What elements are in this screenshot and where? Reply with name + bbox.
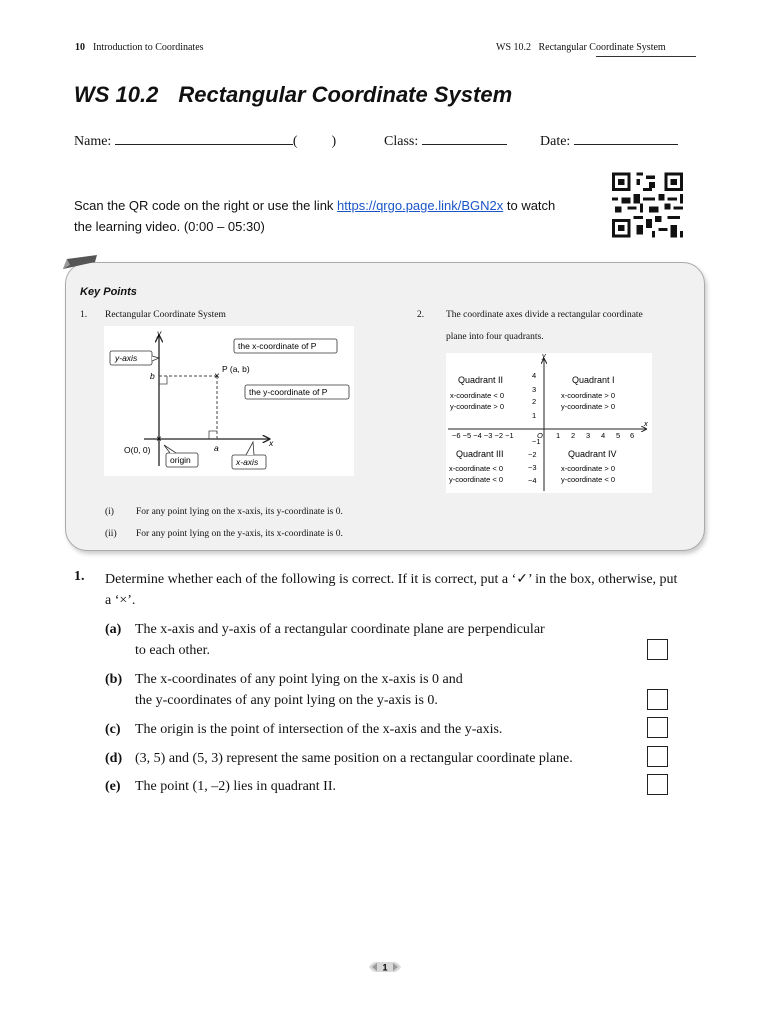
item-a-label: (a) bbox=[105, 622, 122, 637]
fig1-y-label: y bbox=[157, 328, 162, 338]
running-header-left bbox=[75, 42, 204, 53]
class-no-paren-open: ( bbox=[292, 134, 298, 149]
name-field[interactable] bbox=[74, 130, 336, 150]
class-blank[interactable] bbox=[422, 130, 507, 145]
key-points-heading: Key Points bbox=[80, 286, 137, 298]
answer-box-c[interactable] bbox=[647, 717, 668, 738]
note-ii-num: (ii) bbox=[105, 529, 117, 539]
fig2-origin-label: O bbox=[537, 431, 543, 440]
class-label: Class: bbox=[384, 134, 419, 149]
question-item-a bbox=[105, 619, 635, 661]
item-d-label: (d) bbox=[105, 751, 123, 766]
key-point-1-text: Rectangular Coordinate System bbox=[105, 310, 226, 320]
quadrant-4-y: y-coordinate < 0 bbox=[561, 475, 615, 484]
item-c-label: (c) bbox=[105, 722, 121, 737]
quadrant-3-x: x-coordinate < 0 bbox=[449, 464, 503, 473]
key-point-1-num: 1. bbox=[80, 310, 88, 320]
fig2-x-label: x bbox=[644, 419, 648, 428]
item-a-line2: to each other. bbox=[135, 643, 211, 658]
chapter-title: Introduction to Coordinates bbox=[93, 42, 204, 53]
key-point-2-num: 2. bbox=[417, 310, 425, 320]
point-p-marker: × bbox=[214, 371, 220, 382]
fig2-x-ticks-negative: −6 −5 −4 −3 −2 −1 bbox=[452, 431, 514, 440]
fig2-x-tick: 5 bbox=[616, 431, 621, 440]
fig1-origin-label: O(0, 0) bbox=[124, 445, 151, 455]
fig2-y-tick: 2 bbox=[532, 397, 537, 406]
intro-text-end: to watch the learning video. (0:00 – 05:30) bbox=[74, 198, 556, 234]
fig1-b-label: b bbox=[150, 371, 155, 381]
origin-marker: × bbox=[156, 434, 162, 445]
answer-box-b[interactable] bbox=[647, 689, 668, 710]
page-number-badge bbox=[367, 960, 403, 974]
x-axis-callout: x-axis bbox=[236, 457, 259, 467]
qr-code-image[interactable] bbox=[609, 169, 686, 241]
note-i-num: (i) bbox=[105, 507, 114, 517]
item-b-line2: the y-coordinates of any point lying on the y-axis is 0. bbox=[135, 693, 438, 708]
question-item-e bbox=[105, 776, 635, 797]
page-number: 1 bbox=[382, 962, 388, 973]
item-b-label: (b) bbox=[105, 672, 123, 687]
quadrant-3-y: y-coordinate < 0 bbox=[449, 475, 503, 484]
item-c-line1: The origin is the point of intersection of the x-axis and the y-axis. bbox=[135, 722, 503, 737]
fig2-x-tick: 6 bbox=[630, 431, 635, 440]
page-title bbox=[74, 82, 512, 108]
class-field[interactable] bbox=[384, 130, 507, 150]
name-blank[interactable] bbox=[115, 130, 293, 145]
answer-box-d[interactable] bbox=[647, 746, 668, 767]
origin-callout: origin bbox=[170, 455, 191, 465]
pencil-icon bbox=[61, 253, 101, 271]
date-label: Date: bbox=[540, 134, 571, 149]
header-rule bbox=[596, 56, 696, 57]
date-blank[interactable] bbox=[574, 130, 678, 145]
fig2-x-tick: 4 bbox=[601, 431, 606, 440]
answer-box-e[interactable] bbox=[647, 774, 668, 795]
question-item-b bbox=[105, 669, 635, 711]
item-e-label: (e) bbox=[105, 779, 121, 794]
fig1-point-label: P (a, b) bbox=[222, 364, 250, 374]
quadrant-4-x: x-coordinate > 0 bbox=[561, 464, 615, 473]
fig2-x-tick: 1 bbox=[556, 431, 561, 440]
quadrant-1-name: Quadrant I bbox=[572, 375, 615, 385]
quadrant-2-y: y-coordinate > 0 bbox=[450, 402, 504, 411]
item-a-line1: The x-axis and y-axis of a rectangular coordinate plane are perpendicular bbox=[135, 622, 545, 637]
date-field[interactable] bbox=[540, 130, 678, 150]
question-item-c bbox=[105, 719, 635, 740]
note-ii-text: For any point lying on the y-axis, its x-coordinate is 0. bbox=[136, 529, 343, 539]
fig2-y-tick: −2 bbox=[528, 450, 537, 459]
chapter-number: 10 bbox=[75, 42, 85, 53]
note-i-text: For any point lying on the x-axis, its y-coordinate is 0. bbox=[136, 507, 343, 517]
answer-box-a[interactable] bbox=[647, 639, 668, 660]
fig2-x-tick: 3 bbox=[586, 431, 591, 440]
fig2-y-tick: 4 bbox=[532, 371, 537, 380]
fig2-y-tick: 1 bbox=[532, 411, 537, 420]
fig2-x-tick: 2 bbox=[571, 431, 576, 440]
fig1-a-label: a bbox=[214, 443, 219, 453]
coordinate-system-figure bbox=[104, 326, 354, 476]
key-point-2-line2: plane into four quadrants. bbox=[446, 332, 544, 342]
name-label: Name: bbox=[74, 134, 112, 149]
fig2-y-tick: −4 bbox=[528, 476, 537, 485]
quadrant-2-x: x-coordinate < 0 bbox=[450, 391, 504, 400]
item-b-line1: The x-coordinates of any point lying on the x-axis is 0 and bbox=[135, 672, 463, 687]
item-e-line1: The point (1, –2) lies in quadrant II. bbox=[135, 779, 337, 794]
video-link[interactable]: https://qrgo.page.link/BGN2x bbox=[337, 198, 504, 213]
fig2-y-tick: −3 bbox=[528, 463, 537, 472]
y-axis-callout: y-axis bbox=[115, 353, 138, 363]
quadrant-2-name: Quadrant II bbox=[458, 375, 504, 385]
fig2-y-tick: 3 bbox=[532, 385, 537, 394]
worksheet-title: Rectangular Coordinate System bbox=[178, 82, 513, 107]
question-prompt: Determine whether each of the following is correct. If it is correct, put a ‘✓’ in the box, otherwise, put a ‘×’. bbox=[105, 572, 678, 608]
x-coordinate-callout: the x-coordinate of P bbox=[238, 341, 317, 351]
fig2-y-label: y bbox=[542, 353, 546, 360]
intro-text-start: Scan the QR code on the right or use the link bbox=[74, 198, 338, 213]
question-item-d bbox=[105, 748, 645, 769]
quadrant-1-x: x-coordinate > 0 bbox=[561, 391, 615, 400]
fig2-y-tick: −1 bbox=[532, 437, 541, 446]
worksheet-code: WS 10.2 bbox=[74, 82, 159, 107]
fig1-x-label: x bbox=[269, 438, 274, 448]
quadrants-figure bbox=[446, 353, 652, 493]
y-coordinate-callout: the y-coordinate of P bbox=[249, 387, 328, 397]
question-number: 1. bbox=[74, 569, 85, 584]
quadrant-3-name: Quadrant III bbox=[456, 449, 504, 459]
worksheet-ref: WS 10.2 Rectangular Coordinate System bbox=[496, 42, 666, 53]
quadrant-1-y: y-coordinate > 0 bbox=[561, 402, 615, 411]
key-point-2-line1: The coordinate axes divide a rectangular coordinate bbox=[446, 310, 643, 320]
class-no-paren-close: ) bbox=[331, 134, 337, 149]
intro-text bbox=[74, 195, 574, 237]
item-d-line1: (3, 5) and (5, 3) represent the same position on a rectangular coordinate plane. bbox=[135, 751, 573, 766]
quadrant-4-name: Quadrant IV bbox=[568, 449, 617, 459]
